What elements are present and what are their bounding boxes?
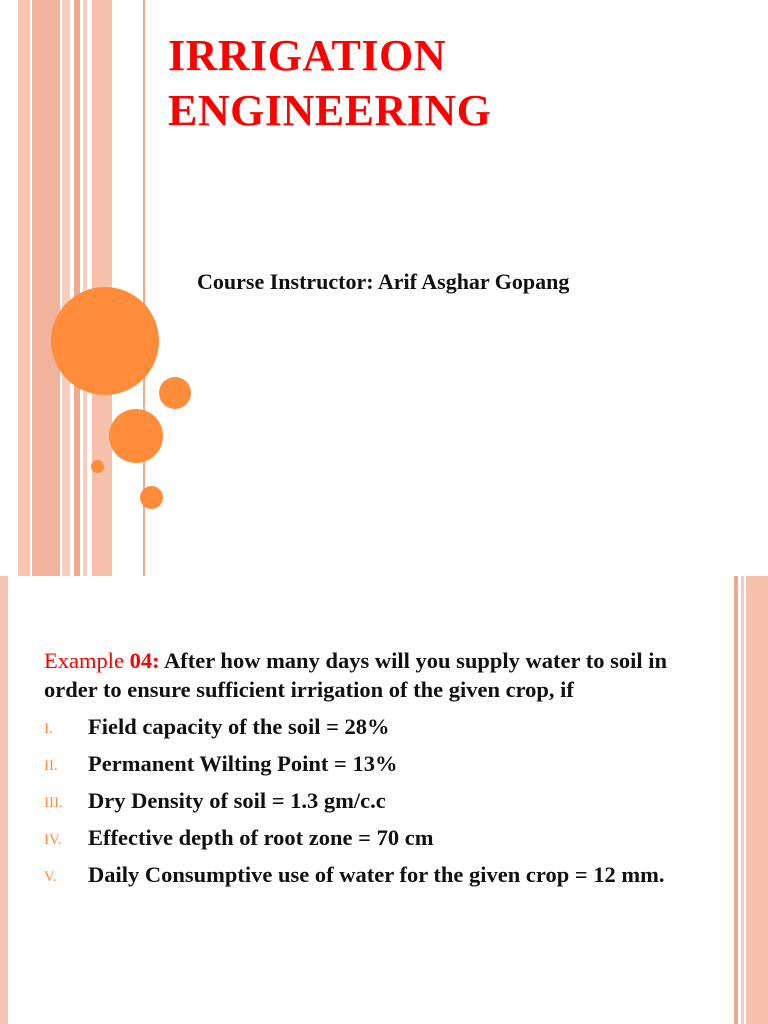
example-question — [44, 646, 714, 704]
example-label: Example — [44, 648, 124, 673]
list-item — [44, 823, 714, 852]
stripe-decoration — [18, 0, 30, 576]
list-item — [44, 712, 714, 741]
item-text: Field capacity of the soil = 28% — [88, 714, 390, 739]
circle-decoration — [91, 460, 104, 473]
example-number: 04: — [129, 648, 160, 673]
question-text: After how many days will you supply water to soil in order to ensure sufficient irrigation of the given crop, if — [44, 648, 667, 702]
list-item — [44, 786, 714, 815]
circle-decoration — [109, 409, 163, 463]
list-item — [44, 860, 714, 889]
stripe-decoration — [746, 576, 768, 1024]
circle-decoration — [159, 377, 191, 409]
stripe-decoration — [734, 576, 738, 1024]
title-line: IRRIGATION — [168, 31, 447, 80]
instructor-name: Course Instructor: Arif Asghar Gopang — [197, 269, 570, 294]
roman-numeral: V. — [44, 869, 57, 885]
stripe-decoration — [0, 576, 8, 1024]
slide-title — [168, 28, 491, 138]
stripe-decoration — [83, 0, 87, 576]
item-text: Daily Consumptive use of water for the given crop = 12 mm. — [88, 862, 665, 887]
title-line: ENGINEERING — [168, 86, 492, 135]
item-text: Effective depth of root zone = 70 cm — [88, 825, 434, 850]
example-slide — [0, 576, 768, 1024]
roman-numeral: I. — [44, 721, 53, 737]
item-text: Dry Density of soil = 1.3 gm/c.c — [88, 788, 386, 813]
roman-numeral: IV. — [44, 832, 62, 848]
roman-numeral: III. — [44, 795, 63, 811]
stripe-decoration — [62, 0, 70, 576]
example-content — [44, 646, 714, 897]
stripe-decoration — [74, 0, 80, 576]
circle-decoration — [140, 486, 163, 509]
list-item — [44, 749, 714, 778]
stripe-decoration — [32, 0, 60, 576]
stripe-decoration — [741, 576, 744, 1024]
roman-numeral: II. — [44, 758, 58, 774]
item-text: Permanent Wilting Point = 13% — [88, 751, 398, 776]
circle-decoration — [51, 287, 159, 395]
given-data-list — [44, 712, 714, 889]
